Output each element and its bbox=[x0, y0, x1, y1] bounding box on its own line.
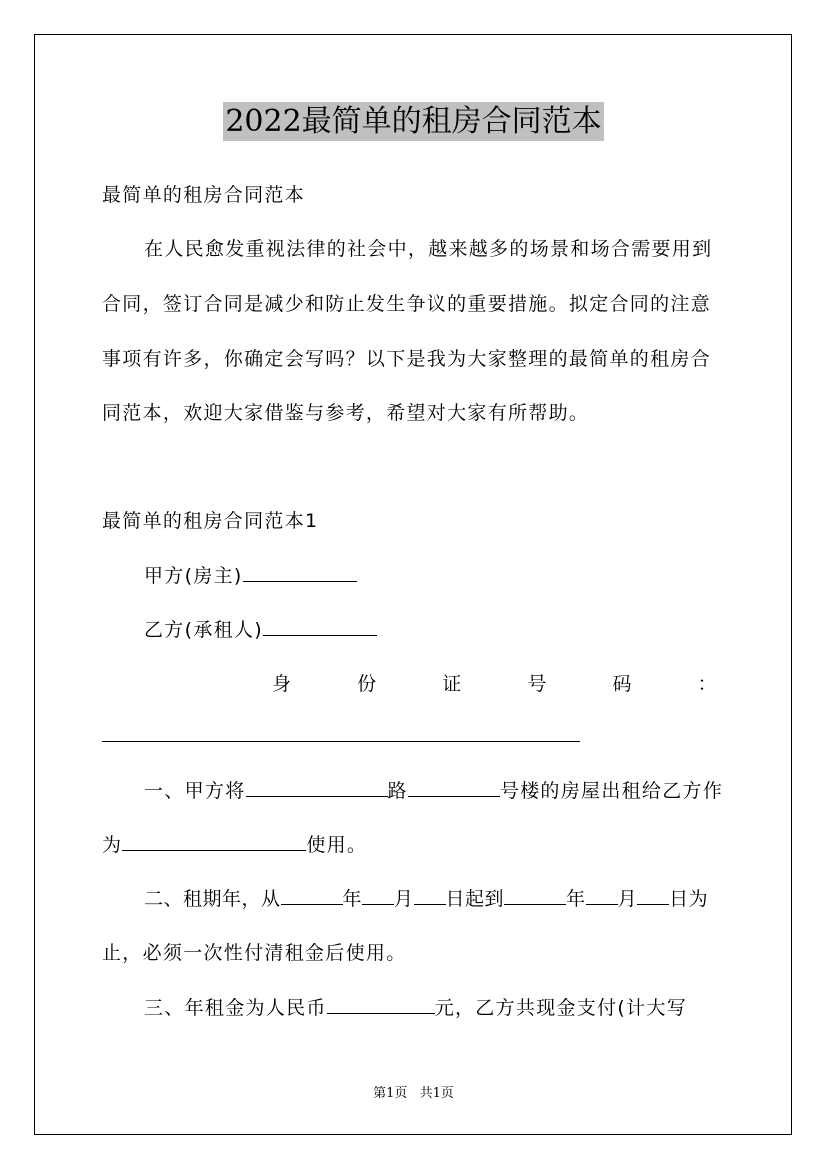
usage-blank[interactable] bbox=[122, 833, 306, 851]
intro-line-2: 合同，签订合同是减少和防止发生争议的重要措施。拟定合同的注意 bbox=[102, 293, 712, 315]
clause-1-text: 使用。 bbox=[306, 834, 368, 856]
page-total: 共1页 bbox=[419, 1086, 454, 1101]
rent-amount-blank[interactable] bbox=[327, 996, 435, 1014]
party-b-blank[interactable] bbox=[263, 618, 377, 636]
clause-1-text: 号楼的房屋出租给乙方作 bbox=[499, 780, 724, 802]
party-b-line bbox=[144, 618, 726, 642]
id-number-label bbox=[272, 672, 718, 696]
intro-line-3: 事项有许多，你确定会写吗？以下是我为大家整理的最简单的租房合 bbox=[102, 348, 712, 370]
start-day-blank[interactable] bbox=[414, 887, 446, 905]
page-footer bbox=[0, 1082, 827, 1101]
section-heading: 最简单的租房合同范本1 bbox=[102, 510, 319, 532]
party-b-label: 乙方(承租人) bbox=[144, 619, 263, 641]
clause-3-text: 三、年租金为人民币 bbox=[144, 997, 327, 1019]
clause-2-text: 年 bbox=[566, 888, 586, 910]
clause-2-text: 年 bbox=[342, 888, 363, 910]
street-blank[interactable] bbox=[246, 779, 388, 797]
id-number-blank[interactable] bbox=[102, 724, 580, 742]
clause-2-text: 日起到 bbox=[445, 888, 505, 910]
id-char: 份 bbox=[357, 673, 378, 695]
id-char: ： bbox=[697, 673, 718, 695]
clause-3-text: 元，乙方共现金支付(计大写 bbox=[434, 997, 688, 1019]
clause-2-text: 二、租期年，从 bbox=[144, 888, 281, 910]
clause-1-line-1 bbox=[144, 779, 726, 803]
clause-2-line-1 bbox=[144, 887, 726, 911]
id-char: 证 bbox=[442, 673, 463, 695]
clause-2-text: 月 bbox=[617, 888, 638, 910]
party-a-line bbox=[144, 564, 726, 588]
document-title: 2022最简单的租房合同范本 bbox=[225, 104, 602, 139]
clause-2-line-2: 止，必须一次性付清租金后使用。 bbox=[102, 942, 407, 964]
building-blank[interactable] bbox=[408, 779, 500, 797]
end-day-blank[interactable] bbox=[637, 887, 669, 905]
start-year-blank[interactable] bbox=[281, 887, 343, 905]
id-char: 号 bbox=[527, 673, 548, 695]
start-month-blank[interactable] bbox=[362, 887, 394, 905]
clause-2-text: 日为 bbox=[669, 888, 709, 910]
id-char: 身 bbox=[272, 673, 293, 695]
clause-2-text: 月 bbox=[394, 888, 414, 910]
title-container bbox=[0, 102, 827, 141]
intro-line-4: 同范本，欢迎大家借鉴与参考，希望对大家有所帮助。 bbox=[102, 402, 590, 424]
page-current: 第1页 bbox=[373, 1086, 408, 1101]
end-month-blank[interactable] bbox=[586, 887, 618, 905]
party-a-label: 甲方(房主) bbox=[144, 565, 243, 587]
party-a-blank[interactable] bbox=[243, 564, 357, 582]
end-year-blank[interactable] bbox=[504, 887, 566, 905]
intro-line-1: 在人民愈发重视法律的社会中，越来越多的场景和场合需要用到 bbox=[144, 238, 713, 260]
document-subtitle: 最简单的租房合同范本 bbox=[102, 184, 306, 206]
clause-3-line-1 bbox=[144, 996, 726, 1020]
clause-1-text: 一、甲方将 bbox=[144, 780, 246, 802]
clause-1-text: 为 bbox=[102, 834, 123, 856]
clause-1-line-2 bbox=[102, 833, 726, 857]
id-char: 码 bbox=[612, 673, 633, 695]
clause-1-text: 路 bbox=[387, 780, 408, 802]
id-number-line bbox=[102, 724, 726, 748]
